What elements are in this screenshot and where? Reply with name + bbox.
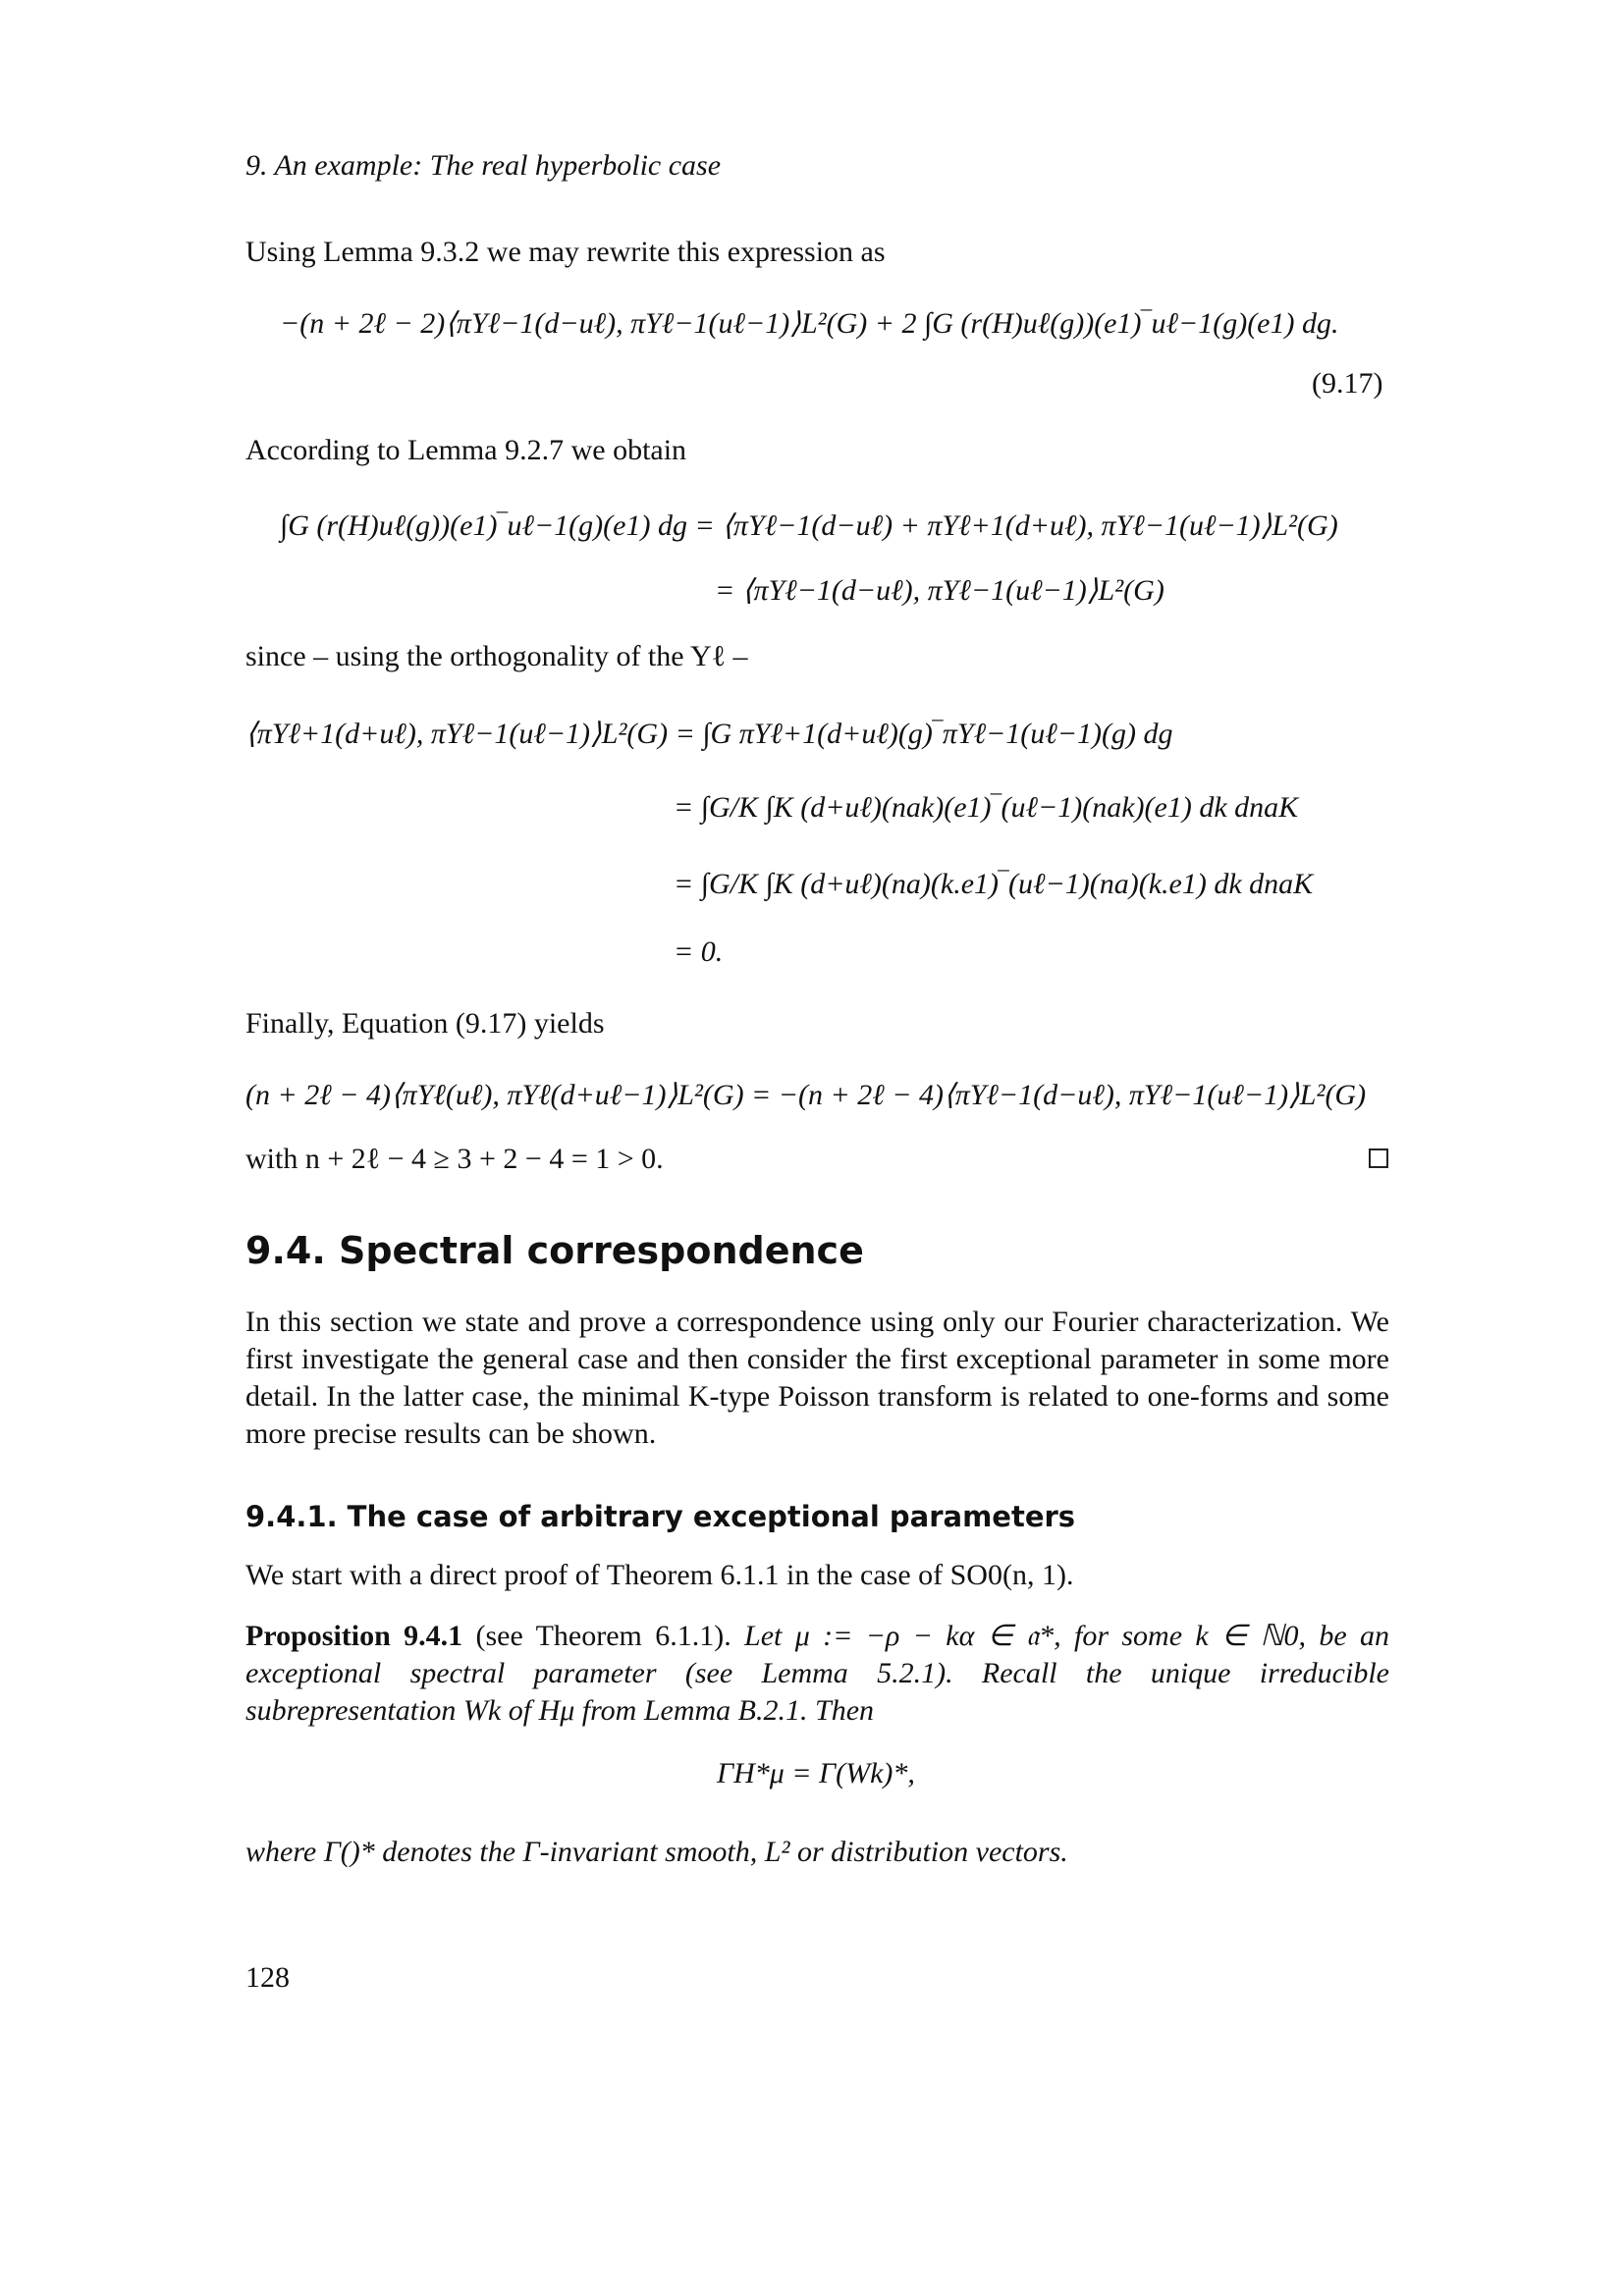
subsection-body: We start with a direct proof of Theorem 6.1.1 in the case of SO0(n, 1). [245,1559,1074,1591]
page-number: 128 [245,1961,290,1994]
proposition-ref: (see Theorem 6.1.1). [475,1620,731,1652]
according-text: According to Lemma 9.2.7 we obtain [245,434,687,466]
equation-number: (9.17) [1312,367,1383,400]
proposition [245,1618,1389,1730]
equation-orth-line-3: = ∫G/K ∫K (d+uℓ)(na)(k.e1)‾(uℓ−1)(na)(k.e1) dk dnaK [674,868,1314,900]
section-title: 9.4. Spectral correspondence [245,1229,864,1272]
equation-lemma-line-1: ∫G (r(H)uℓ(g))(e1)‾uℓ−1(g)(e1) dg = ⟨πYℓ−1(d−uℓ) + πYℓ+1(d+uℓ), πYℓ−1(uℓ−1)⟩L²(G) [280,509,1338,542]
intro-text: Using Lemma 9.3.2 we may rewrite this expression as [245,236,886,268]
proposition-where: where Γ()* denotes the Γ-invariant smooth, L² or distribution vectors. [245,1836,1068,1868]
qed-box [1369,1148,1388,1168]
since-text: since – using the orthogonality of the Yℓ – [245,640,748,672]
finally-text: Finally, Equation (9.17) yields [245,1007,605,1040]
proposition-statement: Let μ := −ρ − kα ∈ 𝔞*, for some k ∈ ℕ0, be an exceptional spectral parameter (see Lemma 5.2.1). Recall the unique irreducible subrepresentation Wk of Hμ from Lemma B.2.1. Then [245,1620,1390,1727]
subsection-title: 9.4.1. The case of arbitrary exceptional parameters [245,1500,1076,1533]
section-body: In this section we state and prove a correspondence using only our Fourier characterization. We first investigate the general case and then consider the first exceptional parameter in some more detail. In the latter case, the minimal K-type Poisson transform is related to one-forms and some more precise results can be shown. [245,1306,1389,1450]
running-header: 9. An example: The real hyperbolic case [245,149,722,182]
proposition-display-equation: ΓH*μ = Γ(Wk)*, [717,1757,915,1789]
equation-final: (n + 2ℓ − 4)⟨πYℓ(uℓ), πYℓ(d+uℓ−1)⟩L²(G) = −(n + 2ℓ − 4)⟨πYℓ−1(d−uℓ), πYℓ−1(uℓ−1)⟩L²(G) [245,1079,1367,1111]
equation-orth-line-2: = ∫G/K ∫K (d+uℓ)(nak)(e1)‾(uℓ−1)(nak)(e1) dk dnaK [674,791,1299,824]
equation-lemma-line-2: = ⟨πYℓ−1(d−uℓ), πYℓ−1(uℓ−1)⟩L²(G) [715,574,1164,607]
proposition-label: Proposition 9.4.1 [245,1620,463,1652]
equation-9-17: −(n + 2ℓ − 2)⟨πYℓ−1(d−uℓ), πYℓ−1(uℓ−1)⟩L²(G) + 2 ∫G (r(H)uℓ(g))(e1)‾uℓ−1(g)(e1) dg. [280,307,1339,340]
equation-orth-line-1: ⟨πYℓ+1(d+uℓ), πYℓ−1(uℓ−1)⟩L²(G) = ∫G πYℓ+1(d+uℓ)(g)‾πYℓ−1(uℓ−1)(g) dg [245,718,1173,750]
with-text: with n + 2ℓ − 4 ≥ 3 + 2 − 4 = 1 > 0. [245,1143,664,1175]
equation-orth-line-4: = 0. [674,935,724,968]
